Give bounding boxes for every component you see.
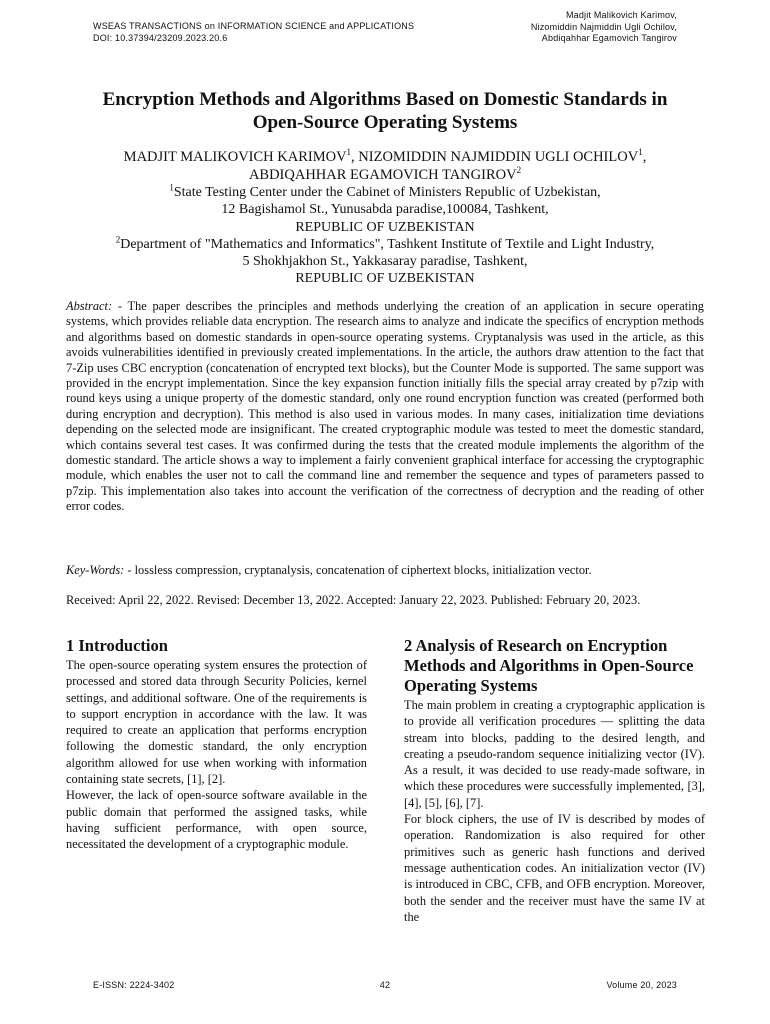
paper-title-line: Encryption Methods and Algorithms Based on Domestic Standards in	[102, 89, 668, 110]
running-header-right	[531, 10, 677, 45]
abstract	[66, 299, 704, 515]
paper-title	[60, 88, 710, 134]
affiliation-mark: 1	[169, 182, 174, 193]
author-separator: ,	[351, 149, 359, 165]
journal-name: WSEAS TRANSACTIONS on INFORMATION SCIENCE and APPLICATIONS	[93, 21, 415, 31]
footer-eissn: E-ISSN: 2224-3402	[93, 980, 175, 990]
doi: DOI: 10.37394/23209.2023.20.6	[93, 33, 228, 43]
author-affiliation-mark: 2	[516, 165, 522, 176]
running-author: Madjit Malikovich Karimov,	[565, 10, 677, 20]
affiliation-line: $^1$State Testing Center under the Cabinet of Ministers Republic of Uzbekistan,	[169, 182, 601, 200]
running-author: Nizomiddin Najmiddin Ugli Ochilov,	[530, 21, 677, 32]
column-right	[404, 636, 705, 925]
affiliation-line: REPUBLIC OF UZBEKISTAN	[295, 219, 475, 235]
author-name: MADJIT MALIKOVICH KARIMOV	[123, 149, 347, 165]
affiliation-line: 12 Bagishamol St., Yunusabda paradise,100084, Tashkent,	[221, 202, 549, 218]
keywords-text: lossless compression, cryptanalysis, concatenation of ciphertext blocks, initialization vector.	[134, 563, 592, 577]
section-title: 1 Introduction	[66, 636, 168, 655]
footer-volume: Volume 20, 2023	[606, 980, 677, 990]
abstract-label: Abstract: -	[66, 299, 122, 313]
affiliation-line: REPUBLIC OF UZBEKISTAN	[295, 271, 475, 287]
keywords	[66, 563, 704, 578]
affiliations	[40, 184, 730, 288]
running-header-left	[93, 20, 414, 44]
author-name: ABDIQAHHAR EGAMOVICH TANGIROV	[248, 167, 517, 183]
author-affiliation-mark: 1	[638, 147, 643, 158]
publication-dates: Received: April 22, 2022. Revised: December 13, 2022. Accepted: January 22, 2023. Published: February 20, 2023.	[66, 593, 641, 607]
author-line	[60, 148, 710, 166]
running-author: Abdiqahhar Egamovich Tangirov	[541, 33, 677, 43]
author-line	[60, 166, 710, 184]
column-left	[66, 636, 367, 853]
author-name: NIZOMIDDIN NAJMIDDIN UGLI OCHILOV	[358, 149, 639, 165]
author-list	[60, 148, 710, 184]
affiliation-line: 5 Shokhjakhon St., Yakkasaray paradise, Tashkent,	[242, 254, 528, 270]
footer-page-number: 42	[379, 980, 391, 990]
affiliation-mark: 2	[115, 234, 121, 245]
author-affiliation-mark: 1	[346, 147, 352, 158]
section-title: 2 Analysis of Research on Encryption Methods and Algorithms in Open-Source Operating Systems	[404, 636, 694, 695]
abstract-text: The paper describes the principles and methods underlying the creation of an application in secure operating systems, which provides reliable data encryption. The research aims to analyze and indicate the specifics of encryption methods and algorithms based on domestic standards in open-source operating systems. Cryptanalysis was used in the article, as this avoids vulnerabilities identified in previously created implementations. In the article, the authors draw attention to the fact that 7-Zip uses CBC encryption (concatenation of encrypted text blocks), but the Counter Mode is supported. The same support was provided in the encrypt implementation. Since the key expansion function initially fills the special array created by p7zip with round keys using a unique property of the domestic standard, only one round encryption function was created (performed both during encryption and decryption). This method is also used in various modes. In many cases, initialization time deviations depending on the selected mode are insignificant. The created cryptographic module was tested to meet the domestic standard, which contains several test cases. It was confirmed during the tests that the created module implements the algorithm of the domestic standard. The article shows a way to implement a fairly convenient graphical interface for accessing the cryptographic module, which enables the user not to call the command line and remember the sequence and types of parameters passed to p7zip. This implementation also takes into account the verification of the correctness of decryption and the reading of other error codes.	[66, 299, 704, 514]
paragraph: The open-source operating system ensures the protection of processed and stored data through Security Policies, kernel settings, and additional software. One of the requirements is to support encryption in accordance with the law. It was required to create an application that performs encryption following the domestic standard, the only encryption algorithm allowed for use when working with information containing state secrets, [1], [2].	[66, 658, 367, 787]
affiliation-line: $^2$Department of "Mathematics and Informatics", Tashkent Institute of Textile and Light Industry,	[115, 234, 655, 252]
author-separator: ,	[642, 149, 647, 165]
paragraph: The main problem in creating a cryptographic application is to provide all verification procedures — splitting the data stream into blocks, padding to the desired length, and creating a pseudo-random sequence initializing vector (IV). As a result, it was decided to use ready-made software, in which these procedures were successfully implemented, [3], [4], [5], [6], [7].	[404, 698, 705, 810]
paper-title-line: Open-Source Operating Systems	[252, 112, 518, 133]
keywords-label: Key-Words: -	[66, 563, 132, 577]
paragraph: For block ciphers, the use of IV is described by modes of operation. Randomization is also required for other primitives such as generic hash functions and derived message authentication codes. An initialization vector (IV) is introduced in CBC, CFB, and OFB encryption. Moreover, both the sender and the receiver must have the same IV at the	[404, 812, 705, 924]
paragraph: However, the lack of open-source software available in the public domain that performed the assigned tasks, while having sufficient performance, with open source, necessitated the development of a cryptographic module.	[66, 788, 367, 852]
